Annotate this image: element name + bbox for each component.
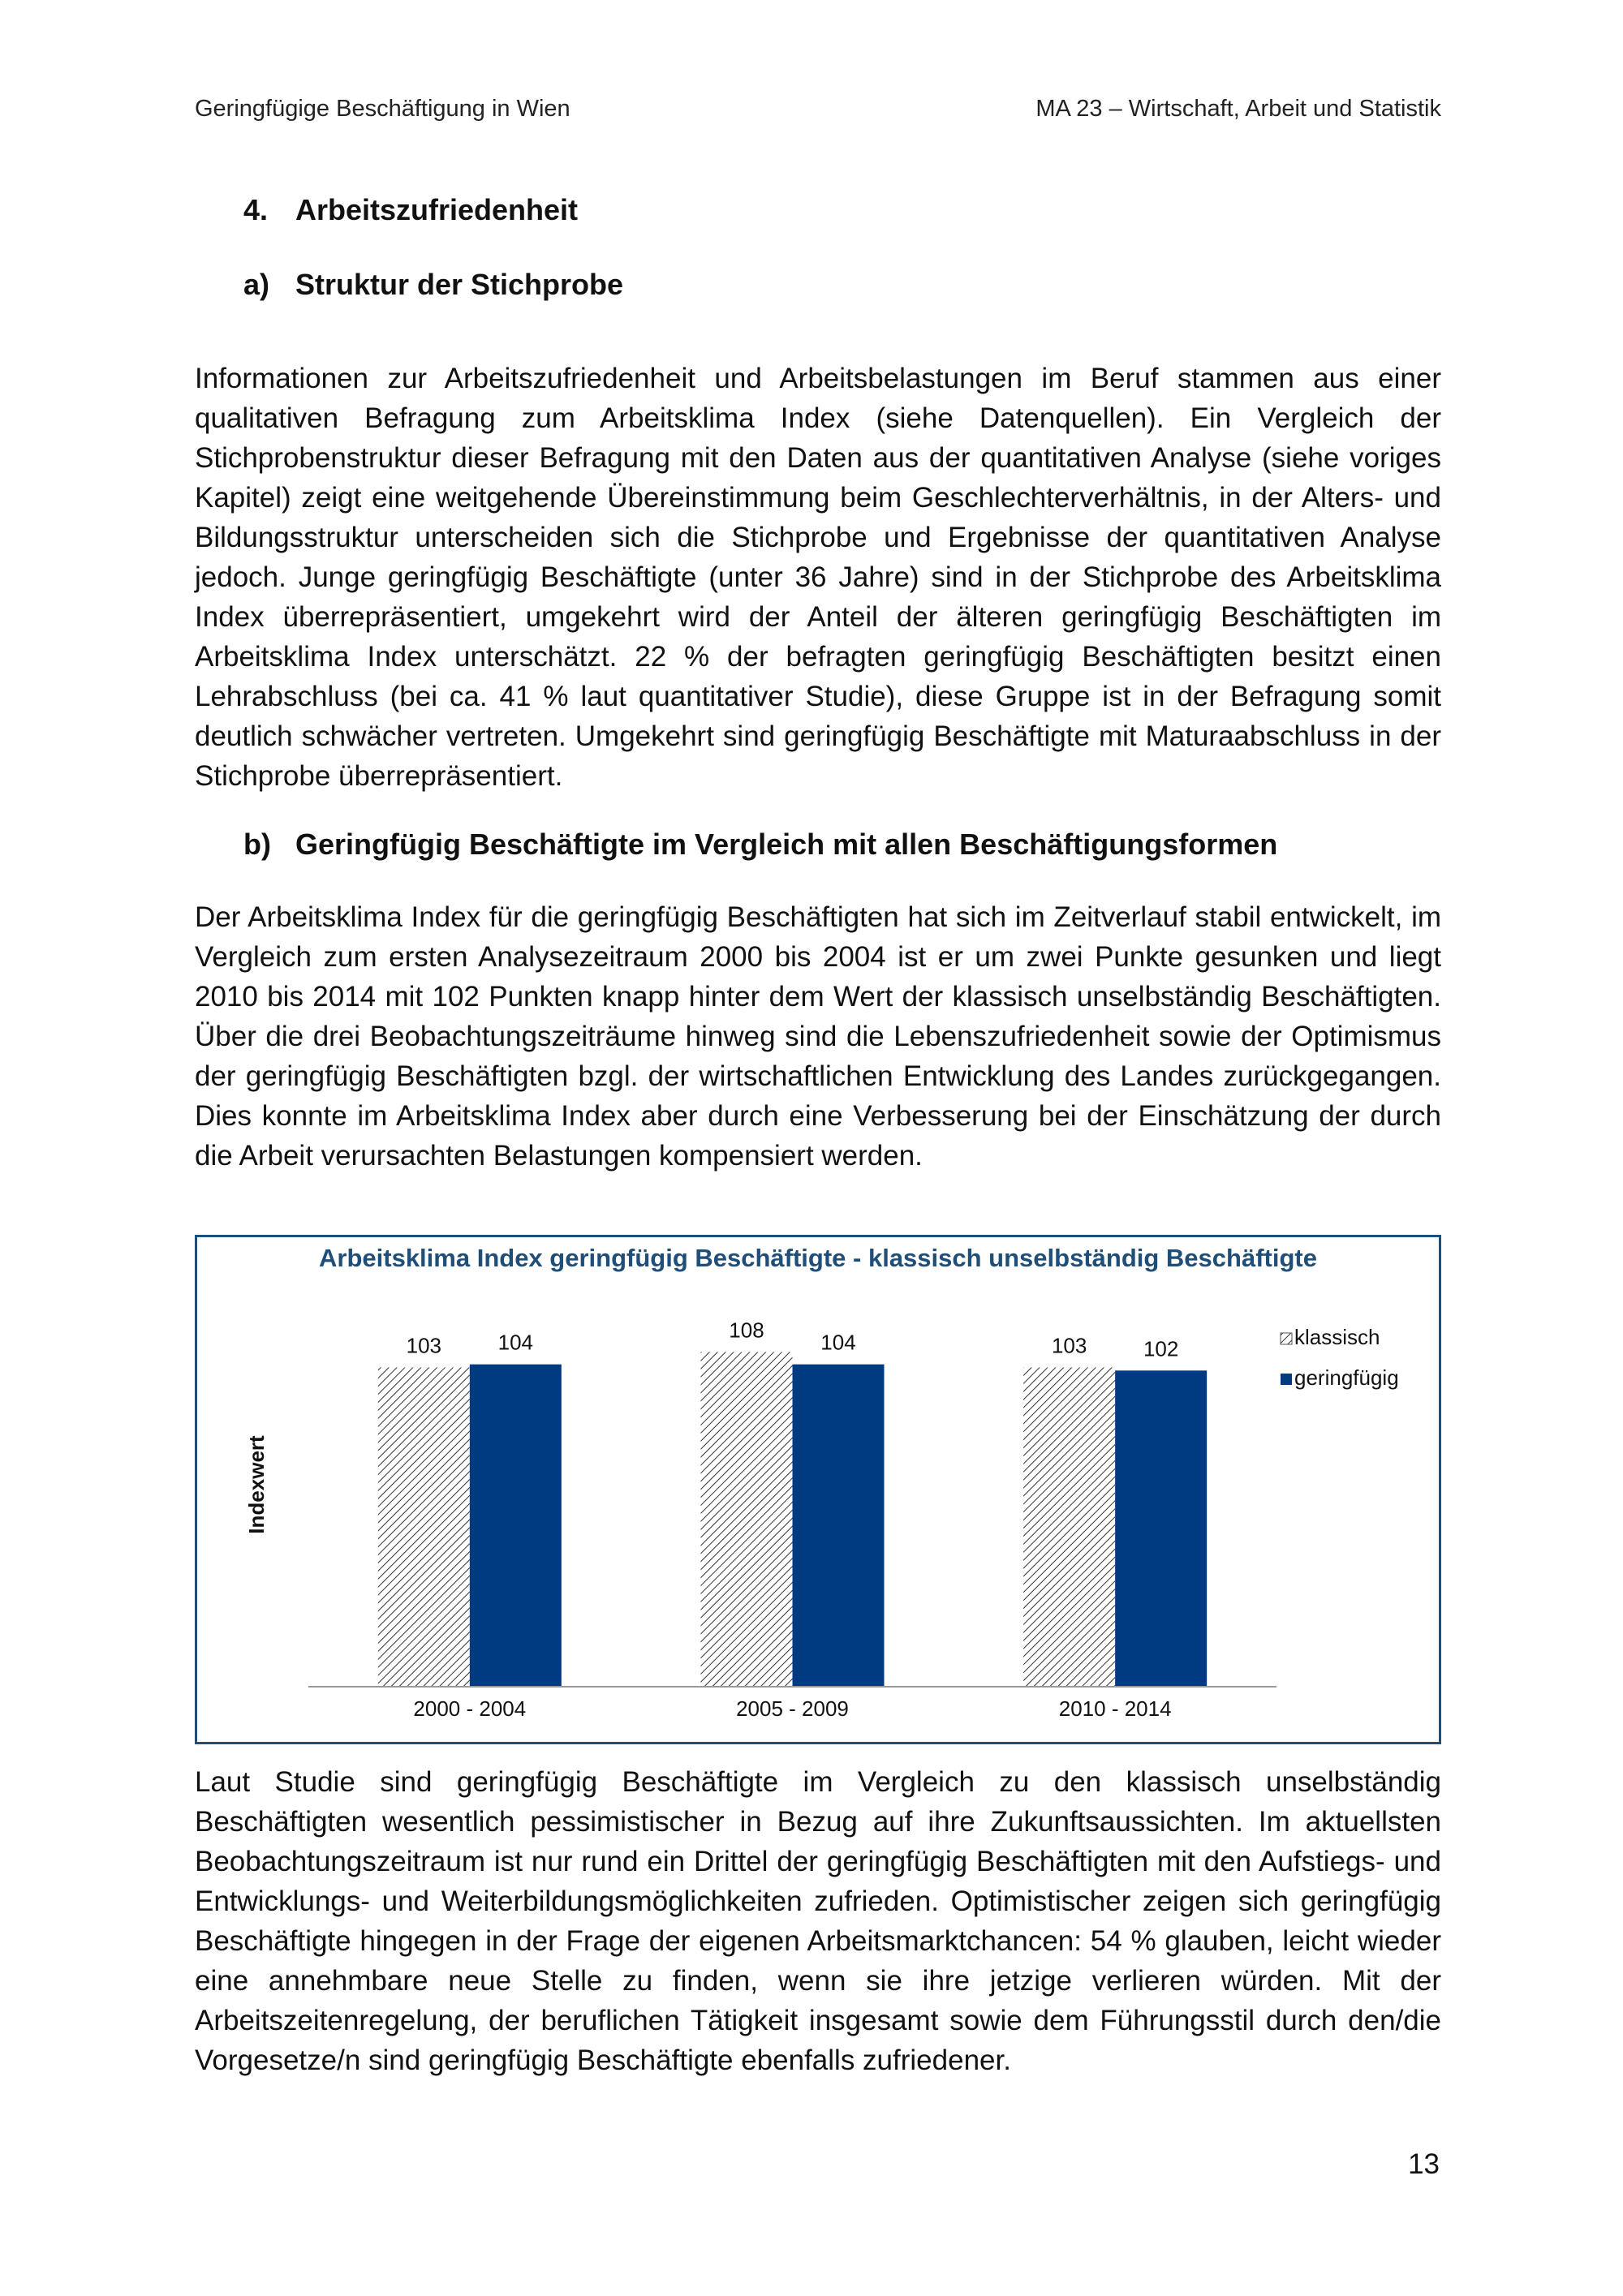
x-tick-label-2: 2005 - 2009 xyxy=(736,1696,849,1721)
data-label-klassisch-2: 108 xyxy=(729,1318,764,1343)
header-document-title: Geringfügige Beschäftigung in Wien xyxy=(195,96,570,122)
legend-swatch-geringfügig xyxy=(1281,1374,1292,1385)
data-label-geringfügig-1: 104 xyxy=(497,1330,534,1355)
paragraph-comparison: Der Arbeitsklima Index für die geringfügig Beschäftigten hat sich im Zeitverlauf stabil entwickelt, im Vergleich zum ersten Analysezeitraum 2000 bis 2004 ist er um zwei Punkte gesunken und liegt 2010 bis 2014 mit 102 Punkten knapp hinter dem Wert der klassisch unselbständig Beschäftigten. Über die drei Beobachtungszeiträume hinweg sind die Lebenszufriedenheit sowie der Optimismus der geringfügig Beschäftigten bzgl. der wirtschaftlichen Entwicklung des Landes zurückgegangen. Dies konnte im Arbeitsklima Index aber durch eine Verbesserung bei der Einschätzung der durch die Arbeit verursachten Belastungen kompensiert werden. xyxy=(195,901,1441,1172)
subsection-b-title: Geringfügig Beschäftigte im Vergleich mit allen Beschäftigungsformen xyxy=(295,828,1278,861)
bar-chart xyxy=(197,1237,1439,1742)
data-label-geringfügig-3: 102 xyxy=(1143,1336,1179,1361)
bar-geringfügig-3 xyxy=(1115,1370,1207,1686)
bar-geringfügig-2 xyxy=(793,1365,885,1686)
chart-title: Arbeitsklima Index geringfügig Beschäftigte - klassisch unselbständig Beschäftigte xyxy=(319,1244,1317,1272)
subsection-a-heading xyxy=(243,268,623,302)
subsection-a-number: a) xyxy=(243,268,270,301)
section-number: 4. xyxy=(243,193,269,226)
y-axis-label: Indexwert xyxy=(244,1435,269,1534)
data-label-geringfügig-2: 104 xyxy=(820,1330,856,1355)
legend-label-geringfügig: geringfügig xyxy=(1294,1365,1399,1390)
section-heading xyxy=(243,193,578,227)
bar-geringfügig-1 xyxy=(470,1365,562,1686)
page-header xyxy=(195,96,1441,128)
bar-klassisch-3 xyxy=(1023,1367,1115,1686)
bar-klassisch-2 xyxy=(701,1352,793,1686)
legend-label-klassisch: klassisch xyxy=(1294,1325,1380,1349)
subsection-b-heading xyxy=(243,828,1277,862)
section-title: Arbeitszufriedenheit xyxy=(295,193,579,226)
x-tick-label-1: 2000 - 2004 xyxy=(413,1696,527,1721)
legend-swatch-klassisch xyxy=(1281,1333,1292,1344)
chart-frame xyxy=(195,1235,1441,1744)
x-tick-label-3: 2010 - 2014 xyxy=(1058,1696,1172,1721)
subsection-a-title: Struktur der Stichprobe xyxy=(295,268,624,301)
header-department: MA 23 – Wirtschaft, Arbeit und Statistik xyxy=(1035,96,1441,122)
paragraph-sample-structure: Informationen zur Arbeitszufriedenheit und Arbeitsbelastungen im Beruf stammen aus einer qualitativen Befragung zum Arbeitsklima Index (siehe Datenquellen). Ein Vergleich der Stichprobenstruktur dieser Befragung mit den Daten aus der quantitativen Analyse (siehe voriges Kapitel) zeigt eine weitgehende Übereinstimmung beim Geschlechterverhältnis, in der Alters- und Bildungsstruktur unterscheiden sich die Stichprobe und Ergebnisse der quantitativen Analyse jedoch. Junge geringfügig Beschäftigte (unter 36 Jahre) sind in der Stichprobe des Arbeitsklima Index überrepräsentiert, umgekehrt wird der Anteil der älteren geringfügig Beschäftigten im Arbeitsklima Index unterschätzt. 22 % der befragten geringfügig Beschäftigten besitzt einen Lehrabschluss (bei ca. 41 % laut quantitativer Studie), diese Gruppe ist in der Befragung somit deutlich schwächer vertreten. Umgekehrt sind geringfügig Beschäftigte mit Maturaabschluss in der Stichprobe überrepräsentiert. xyxy=(195,363,1441,792)
data-label-klassisch-1: 103 xyxy=(406,1333,442,1358)
paragraph-outlook: Laut Studie sind geringfügig Beschäftigte im Vergleich zu den klassisch unselbständig Beschäftigten wesentlich pessimistischer in Bezug auf ihre Zukunftsaussichten. Im aktuellsten Beobachtungszeitraum ist nur rund ein Drittel der geringfügig Beschäftigten mit den Aufstiegs- und Entwicklungs- und Weiterbildungsmöglichkeiten zufrieden. Optimistischer zeigen sich geringfügig Beschäftigte hingegen in der Frage der eigenen Arbeitsmarktchancen: 54 % glauben, leicht wieder eine annehmbare neue Stelle zu finden, wenn sie ihre jetzige verlieren würden. Mit der Arbeitszeitenregelung, der beruflichen Tätigkeit insgesamt sowie dem Führungsstil durch den/die Vorgesetze/n sind geringfügig Beschäftigte ebenfalls zufriedener. xyxy=(195,1766,1441,2076)
bar-klassisch-1 xyxy=(378,1367,470,1686)
page-number: 13 xyxy=(1408,2148,1440,2180)
data-label-klassisch-3: 103 xyxy=(1051,1333,1087,1358)
subsection-b-number: b) xyxy=(243,828,271,861)
